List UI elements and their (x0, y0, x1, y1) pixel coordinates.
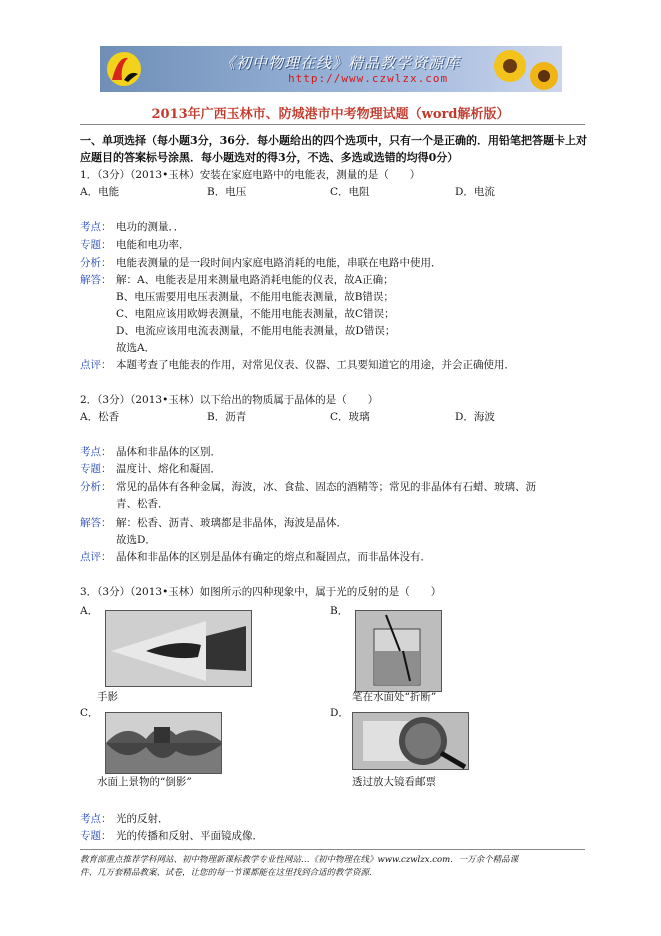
pen-in-water-image (355, 610, 442, 692)
sunflower-icon (482, 46, 562, 92)
q1-jieda-label: 解答： (80, 274, 112, 286)
q1-zhuanti: 电能和电功率． (116, 239, 190, 251)
footer-line: 教育部重点推荐学科网站、初中物理新课标教学专业性网站…《初中物理在线》www.czwlzx.com．一万余个精品课 (80, 855, 519, 865)
q2-kaodian: 晶体和非晶体的区别． (116, 446, 221, 458)
q2-jieda-label: 解答： (80, 517, 112, 529)
document-title: 2013年广西玉林市、防城港市中考物理试题（word解析版） (151, 107, 510, 122)
title-divider (80, 124, 585, 125)
q1-dianping: 本题考查了电能表的作用，对常见仪表、仪器、工具要知道它的用途，并会正确使用． (116, 359, 515, 371)
q1-option-d: D．电流 (455, 186, 495, 198)
q2-option-b: B．沥青 (207, 411, 247, 423)
q3-kaodian: 光的反射． (116, 813, 169, 825)
magnifier-stamp-image (352, 712, 469, 770)
q2-jieda-line: 故选D． (116, 534, 156, 546)
q1-stem: 1．（3分）（2013•玉林）安装在家庭电路中的电能表，测量的是（ ） (80, 169, 421, 181)
q1-jieda-line: C、电阻应该用欧姆表测量，不能用电能表测量，故C错误； (116, 308, 395, 320)
q3-caption-a: 手影 (97, 691, 118, 703)
banner-url[interactable]: http://www.czwlzx.com (288, 72, 449, 85)
q2-fenxi-label: 分析： (80, 481, 112, 493)
q3-option-a: A． (80, 605, 99, 617)
banner-title: 《初中物理在线》精品教学资源库 (220, 54, 461, 72)
section-heading: 一、单项选择（每小题3分，36分．每小题给出的四个选项中，只有一个是正确的．用铅笔把答题卡上对应题目的答案标号涂黑．每小题选对的得3分，不选、多选或选错的均得0分） (80, 134, 587, 164)
footer-divider (80, 849, 585, 850)
q3-option-b: B． (330, 605, 349, 617)
q2-zhuanti: 温度计、熔化和凝固． (116, 463, 221, 475)
q2-option-a: A．松香 (80, 411, 120, 423)
q1-dianping-label: 点评： (80, 359, 112, 371)
q1-jieda-line: B、电压需要用电压表测量，不能用电能表测量，故B错误； (116, 291, 394, 303)
q2-fenxi-line: 常见的晶体有各种金属，海波，冰、食盐、固态的酒精等；常见的非晶体有石蜡、玻璃、沥 (116, 481, 536, 493)
q1-option-a: A．电能 (80, 186, 120, 198)
q2-dianping: 晶体和非晶体的区别是晶体有确定的熔点和凝固点，而非晶体没有． (116, 551, 431, 563)
q2-stem: 2．（3分）（2013•玉林）以下给出的物质属于晶体的是（ ） (80, 394, 379, 406)
hand-shadow-image (105, 610, 252, 687)
q1-option-c: C．电阻 (330, 186, 370, 198)
q3-caption-c: 水面上景物的“倒影” (97, 776, 192, 788)
q3-zhuanti-label: 专题： (80, 830, 112, 842)
q3-caption-d: 透过放大镜看邮票 (352, 776, 436, 788)
q1-fenxi-label: 分析： (80, 257, 112, 269)
q2-zhuanti-label: 专题： (80, 463, 112, 475)
q1-jieda-line: 故选A． (116, 342, 156, 354)
q3-zhuanti: 光的传播和反射、平面镜成像． (116, 830, 263, 842)
q1-option-b: B．电压 (207, 186, 247, 198)
q2-jieda-line: 解：松香、沥青、玻璃都是非晶体，海波是晶体． (116, 517, 347, 529)
header-banner (100, 46, 562, 92)
q2-kaodian-label: 考点： (80, 446, 112, 458)
q3-caption-b: 笔在水面处“折断” (352, 691, 437, 703)
reflection-image (105, 712, 222, 774)
q1-jieda-line: D、电流应该用电流表测量，不能用电能表测量，故D错误； (116, 325, 396, 337)
q3-option-d: D． (330, 707, 349, 719)
q3-stem: 3．（3分）（2013•玉林）如图所示的四种现象中，属于光的反射的是（ ） (80, 586, 442, 598)
q3-option-c: C． (80, 707, 99, 719)
q2-dianping-label: 点评： (80, 551, 112, 563)
q1-zhuanti-label: 专题： (80, 239, 112, 251)
q2-option-c: C．玻璃 (330, 411, 370, 423)
q1-fenxi: 电能表测量的是一段时间内家庭电路消耗的电能，串联在电路中使用． (116, 257, 442, 269)
q2-option-d: D．海波 (455, 411, 495, 423)
footer-line: 件、几万套精品教案、试卷，让您的每一节课都能在这里找到合适的教学资源． (80, 868, 378, 878)
q1-kaodian-label: 考点： (80, 221, 112, 233)
q3-kaodian-label: 考点： (80, 813, 112, 825)
q1-jieda-line: 解：A、电能表是用来测量电路消耗电能的仪表，故A正确； (116, 274, 394, 286)
q1-kaodian: 电功的测量．． (116, 221, 185, 233)
site-logo-icon (104, 50, 144, 88)
footer-note (80, 854, 590, 880)
q2-fenxi-line: 青、松香． (116, 498, 169, 510)
